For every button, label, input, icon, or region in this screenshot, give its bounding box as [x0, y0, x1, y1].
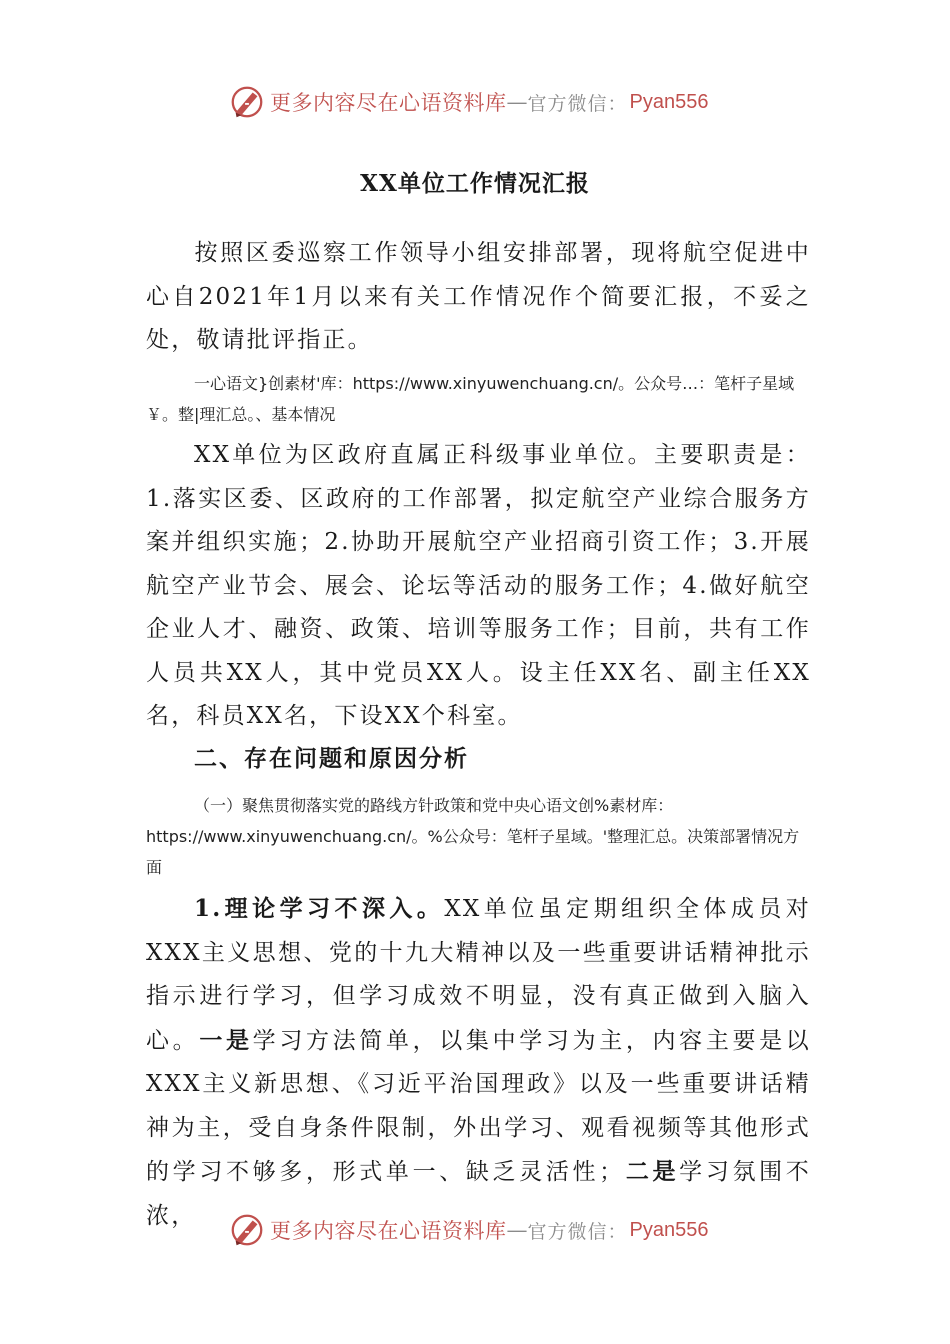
document-title: XX单位工作情况汇报	[360, 170, 590, 197]
watermark-wechat: Pyan556	[629, 90, 709, 113]
intro-text: 按照区委巡察工作领导小组安排部署，现将航空促进中心自2021年1月以来有关工作情况作个简要汇报，不妥之处，敬请批评指正。	[146, 240, 811, 353]
noise-text-2: （一）聚焦贯彻落实党的路线方针政策和党中央心语文创%素材库：https://www.xinyuwenchuang.cn/。%公众号：笔杆子星域。'整理汇总。决策部署情况方面	[146, 796, 800, 877]
watermark-wechat: Pyan556	[629, 1218, 709, 1241]
footer-watermark	[228, 1210, 708, 1250]
noise-line-1	[146, 368, 806, 430]
point-two-text: 学习氛围不浓，	[146, 1159, 812, 1229]
watermark-brand: 更多内容尽在心语资料库	[270, 91, 507, 115]
watermark-separator: —	[506, 90, 528, 114]
watermark-official: 官方微信：	[527, 92, 628, 115]
theory-study-text: XX单位虽定期组织全体成员对XXX主义思想、党的十九大精神以及一些重要讲话精神批示指示进行学习，但学习成效不明显，没有真正做到入脑入心。	[146, 896, 811, 1054]
theory-study-heading: 1.理论学习不深入。	[194, 895, 445, 922]
noise-line-2	[146, 790, 806, 883]
basic-info-paragraph	[146, 434, 811, 739]
point-two-label: 二是	[624, 1158, 680, 1185]
watermark-separator: —	[506, 1218, 528, 1242]
header-watermark	[228, 82, 708, 122]
watermark-brand: 更多内容尽在心语资料库	[270, 1219, 507, 1243]
basic-info-text: XX单位为区政府直属正科级事业单位。主要职责是：1.落实区委、区政府的工作部署，拟定航空产业综合服务方案并组织实施；2.协助开展航空产业招商引资工作；3.开展航空产业节会、展会、论坛等活动的服务工作；4.做好航空企业人才、融资、政策、培训等服务工作；目前，共有工作人员共XX人，其中党员XX人。设主任XX名、副主任XX名，科员XX名，下设XX个科室。	[146, 442, 811, 729]
theory-study-paragraph	[146, 887, 811, 1238]
point-one-label: 一是	[199, 1026, 253, 1054]
pen-logo-icon	[228, 1211, 266, 1249]
point-one-text: 学习方法简单，以集中学习为主，内容主要是以XXX主义新思想、《习近平治国理政》以及一些重要讲话精神为主，受自身条件限制，外出学习、观看视频等其他形式的学习不够多，形式单一、缺乏灵活性；	[146, 1027, 812, 1185]
noise-text-1: 一心语文}创素材'库：https://www.xinyuwenchuang.cn/。公众号…：笔杆子星域￥。整|理汇总。、基本情况	[146, 374, 795, 424]
intro-paragraph	[146, 232, 811, 363]
pen-logo-icon	[228, 83, 266, 121]
watermark-official: 官方微信：	[527, 1220, 628, 1243]
section-heading-2: 二、存在问题和原因分析	[194, 745, 469, 772]
